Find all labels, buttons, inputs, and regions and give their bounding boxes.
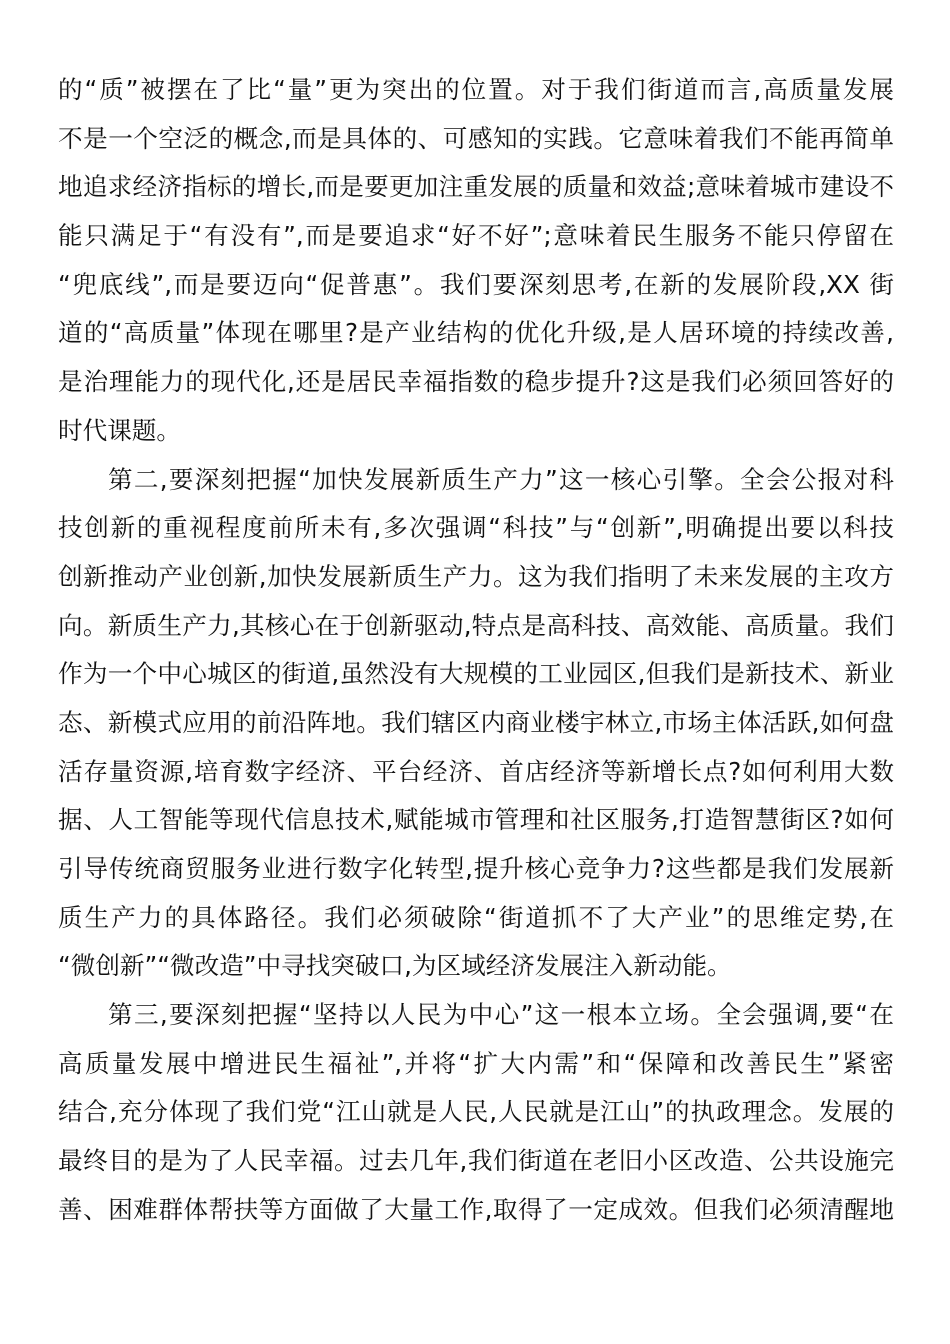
text-line: 创新推动产业创新,加快发展新质生产力。这为我们指明了未来发展的主攻方 bbox=[58, 561, 894, 591]
paragraph-quality-development bbox=[58, 72, 894, 462]
text-line: 的“质”被摆在了比“量”更为突出的位置。对于我们街道而言,高质量发展 bbox=[58, 75, 894, 104]
text-line: 作为一个中心城区的街道,虽然没有大规模的工业园区,但我们是新技术、新业 bbox=[58, 659, 894, 689]
paragraph-new-productive-forces bbox=[58, 462, 894, 998]
text-line: 态、新模式应用的前沿阵地。我们辖区内商业楼宇林立,市场主体活跃,如何盘 bbox=[58, 707, 894, 737]
text-line: 活存量资源,培育数字经济、平台经济、首店经济等新增长点?如何利用大数 bbox=[58, 756, 894, 786]
text-line-first: 第二,要深刻把握“加快发展新质生产力”这一核心引擎。全会公报对科 bbox=[108, 464, 894, 494]
text-line: 据、人工智能等现代信息技术,赋能城市管理和社区服务,打造智慧街区?如何 bbox=[58, 805, 894, 835]
text-line: 能只满足于“有没有”,而是要追求“好不好”;意味着民生服务不能只停留在 bbox=[58, 221, 894, 251]
text-line: 最终目的是为了人民幸福。过去几年,我们街道在老旧小区改造、公共设施完 bbox=[58, 1146, 894, 1176]
text-line: 质生产力的具体路径。我们必须破除“街道抓不了大产业”的思维定势,在 bbox=[58, 902, 894, 932]
text-line: 是治理能力的现代化,还是居民幸福指数的稳步提升?这是我们必须回答好的 bbox=[58, 367, 894, 397]
text-line: 高质量发展中增进民生福祉”,并将“扩大内需”和“保障和改善民生”紧密 bbox=[58, 1048, 894, 1078]
text-line: 善、困难群体帮扶等方面做了大量工作,取得了一定成效。但我们必须清醒地 bbox=[58, 1194, 894, 1224]
text-line-first: 第三,要深刻把握“坚持以人民为中心”这一根本立场。全会强调,要“在 bbox=[108, 1000, 894, 1030]
text-line: 不是一个空泛的概念,而是具体的、可感知的实践。它意味着我们不能再简单 bbox=[58, 123, 894, 153]
text-line: 道的“高质量”体现在哪里?是产业结构的优化升级,是人居环境的持续改善, bbox=[58, 318, 894, 348]
text-line: “兜底线”,而是要迈向“促普惠”。我们要深刻思考,在新的发展阶段,XX 街 bbox=[58, 269, 894, 299]
text-line: 技创新的重视程度前所未有,多次强调“科技”与“创新”,明确提出要以科技 bbox=[58, 513, 894, 543]
text-line: “微创新”“微改造”中寻找突破口,为区域经济发展注入新动能。 bbox=[58, 951, 732, 981]
text-line: 时代课题。 bbox=[58, 415, 181, 445]
text-line: 向。新质生产力,其核心在于创新驱动,特点是高科技、高效能、高质量。我们 bbox=[58, 610, 894, 640]
text-line: 地追求经济指标的增长,而是要更加注重发展的质量和效益;意味着城市建设不 bbox=[58, 172, 894, 202]
text-line: 引导传统商贸服务业进行数字化转型,提升核心竞争力?这些都是我们发展新 bbox=[58, 854, 894, 883]
text-line: 结合,充分体现了我们党“江山就是人民,人民就是江山”的执政理念。发展的 bbox=[58, 1097, 894, 1127]
paragraph-people-centered bbox=[58, 997, 894, 1240]
document-body bbox=[58, 72, 894, 1241]
